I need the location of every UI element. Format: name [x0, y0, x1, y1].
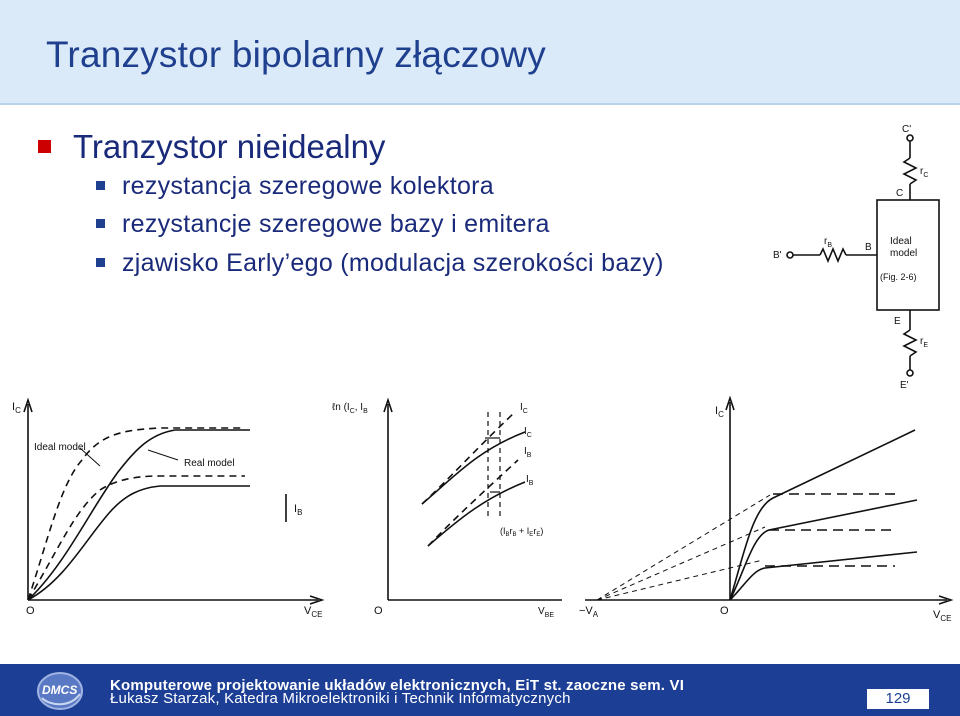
c-prime-label: C'	[902, 124, 912, 135]
red-bullet-icon	[38, 140, 51, 153]
ib-upper-label: $I_B$	[524, 446, 532, 459]
real-curve-high	[28, 430, 250, 600]
square-bullet-icon	[96, 219, 105, 228]
ideal-curve-low	[28, 476, 245, 600]
sub-bullet-text: zjawisko Early’ego (modulacja szerokości bazy)	[122, 249, 664, 277]
sub-bullet-2	[96, 210, 550, 239]
graph2-origin: O	[374, 605, 383, 617]
square-bullet-icon	[96, 258, 105, 267]
ic-label: $I_C$	[524, 426, 532, 439]
ic-top-label: $I_C$	[520, 402, 528, 415]
ib-lower-label: $I_B$	[526, 474, 534, 487]
voltage-drop-label: $(I_Br_B + I_Er_E)$	[500, 526, 544, 538]
ic-vce-graph-series-resistance	[0, 390, 330, 622]
ideal-model-label: Ideal model	[34, 442, 86, 453]
graph3-ylabel: $I_C$	[715, 405, 724, 419]
ic-ideal-line	[422, 412, 515, 504]
model-label: model	[890, 248, 918, 259]
early-curve-1	[730, 430, 915, 600]
b-label: B	[865, 242, 872, 253]
footer-author-line: Łukasz Starzak, Katedra Mikroelektroniki i Technik Informatycznych	[110, 690, 571, 707]
ideal-label: Ideal	[890, 236, 912, 247]
e-label: E	[894, 316, 901, 327]
main-bullet-text: Tranzystor nieidealny	[73, 128, 386, 165]
sub-bullet-3	[96, 249, 664, 278]
re-label: $r_E$	[920, 336, 929, 349]
graph3-origin: O	[720, 605, 729, 617]
sub-bullet-text: rezystancja szeregowe kolektora	[122, 172, 494, 200]
graph3-xlabel: $V_{CE}$	[933, 609, 952, 623]
square-bullet-icon	[96, 181, 105, 190]
b-prime-label: B'	[773, 250, 782, 261]
footer-course-line: Komputerowe projektowanie układów elektronicznych, EiT st. zaoczne sem. VI	[110, 677, 685, 694]
sub-bullet-text: rezystancje szeregowe bazy i emitera	[122, 210, 550, 238]
real-model-label: Real model	[184, 458, 235, 469]
graph1-xlabel: $V_{CE}$	[304, 605, 323, 619]
b-prime-terminal	[787, 252, 793, 258]
rc-resistor	[904, 158, 916, 184]
ib-label: $I_B$	[294, 503, 303, 517]
transistor-circuit-diagram	[760, 118, 960, 396]
sub-bullet-1	[96, 172, 494, 201]
e-prime-terminal	[907, 370, 913, 376]
re-resistor	[904, 330, 916, 356]
page-number: 129	[867, 689, 929, 709]
svg-text:DMCS: DMCS	[42, 683, 78, 697]
c-prime-terminal	[907, 135, 913, 141]
graph2-xlabel: $V_{BE}$	[538, 606, 555, 619]
rc-label: $r_C$	[920, 166, 929, 179]
ln-ic-ib-vbe-graph	[330, 390, 570, 622]
dmcs-logo	[34, 668, 86, 714]
graph2-ylabel: ℓn ($I_C$, $I_B$	[332, 402, 368, 415]
rb-resistor	[820, 249, 846, 261]
graph1-ylabel: $I_C$	[12, 401, 21, 415]
c-label: C	[896, 188, 904, 199]
ib-real-curve	[428, 482, 525, 546]
fig-ref-label: (Fig. 2-6)	[880, 272, 917, 282]
main-bullet	[38, 128, 385, 166]
e-prime-label: E'	[900, 380, 909, 391]
slide-title: Tranzystor bipolarny złączowy	[46, 34, 546, 75]
rb-label: $r_B$	[824, 236, 833, 249]
graph1-origin: O	[26, 605, 35, 617]
early-effect-graph	[575, 390, 960, 630]
va-label: $-V_A$	[579, 605, 599, 619]
early-curve-3	[730, 552, 917, 600]
